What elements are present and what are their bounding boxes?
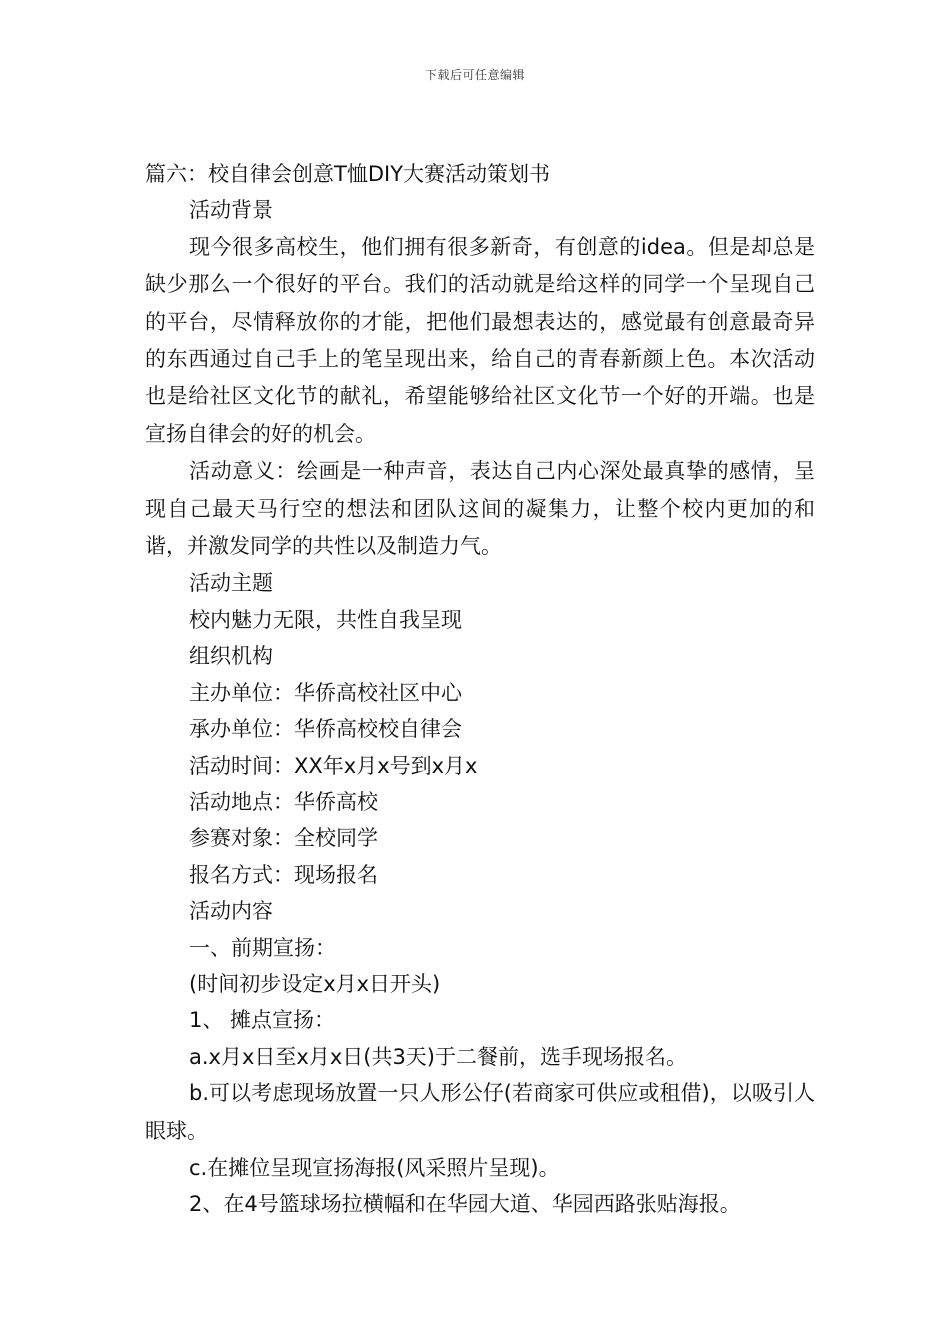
document-title: 篇六：校自律会创意T恤DIY大赛活动策划书 xyxy=(145,162,551,186)
organizer-line: 承办单位：华侨高校校自律会 xyxy=(189,717,462,742)
theme-heading: 活动主题 xyxy=(189,571,273,596)
content-heading: 活动内容 xyxy=(189,899,273,924)
item-2: 2、在4号篮球场拉横幅和在华园大道、华园西路张贴海报。 xyxy=(189,1192,741,1217)
significance-paragraph: 活动意义：绘画是一种声音，表达自己内心深处最真挚的感情，呈现自己最天马行空的想法和团队这间的凝集力，让整个校内更加的和谐，并激发同学的共性以及制造力气。 xyxy=(145,459,815,559)
item-1a: a.x月x日至x月x日(共3天)于二餐前，选手现场报名。 xyxy=(189,1044,687,1069)
item-1b: b.可以考虑现场放置一只人形公仔(若商家可供应或租借)，以吸引人眼球。 xyxy=(145,1081,815,1143)
item-1: 1、 摊点宣扬： xyxy=(189,1008,336,1033)
item-1c: c.在摊位呈现宣扬海报(风采照片呈现)。 xyxy=(189,1155,560,1180)
participants-line: 参赛对象：全校同学 xyxy=(189,826,378,851)
host-line: 主办单位：华侨高校社区中心 xyxy=(189,680,462,705)
phase-one-heading: 一、前期宣扬： xyxy=(189,935,336,960)
background-heading: 活动背景 xyxy=(189,198,273,223)
registration-line: 报名方式：现场报名 xyxy=(189,862,378,887)
phase-one-note: (时间初步设定x月x日开头) xyxy=(189,971,441,996)
page-header: 下载后可任意编辑 xyxy=(424,68,525,82)
document-body xyxy=(145,156,815,1223)
theme-text: 校内魅力无限，共性自我呈现 xyxy=(189,607,462,632)
location-line: 活动地点：华侨高校 xyxy=(189,789,378,814)
org-heading: 组织机构 xyxy=(189,644,273,669)
time-line: 活动时间：XX年x月x号到x月x xyxy=(189,753,478,778)
background-paragraph: 现今很多高校生，他们拥有很多新奇，有创意的idea。但是却总是缺少那么一个很好的平台。我们的活动就是给这样的同学一个呈现自己的平台，尽情释放你的才能，把他们最想表达的，感觉最有创意最奇异的东西通过自己手上的笔呈现出来，给自己的青春新颜上色。本次活动也是给社区文化节的献礼，希望能够给社区文化节一个好的开端。也是宣扬自律会的好的机会。 xyxy=(145,234,815,446)
